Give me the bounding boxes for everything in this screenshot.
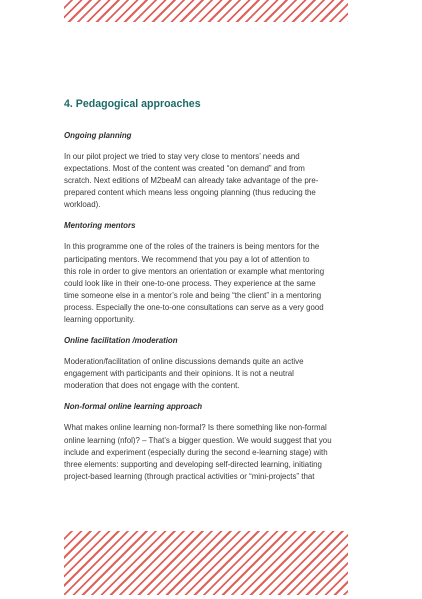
decorative-stripes-bottom (64, 531, 348, 595)
text-line: project-based learning (through practical activities or “mini-projects” that (64, 471, 315, 481)
text-line: What makes online learning non-formal? Is there something like non-formal (64, 423, 327, 433)
section-online-facilitation (64, 335, 348, 392)
text-line: In our pilot project we tried to stay very close to mentors’ needs and (64, 152, 300, 161)
text-line: engagement with participants and their opinions. It is not a neutral (64, 369, 294, 379)
paragraph-mentoring-mentors (64, 241, 348, 326)
text-line: moderation that does not engage with the content. (64, 381, 240, 391)
section-title: 4. Pedagogical approaches (64, 98, 201, 110)
text-line: time someone else in a mentor’s role and being “the client” in a mentoring (64, 290, 322, 300)
decorative-stripes-top (64, 0, 348, 22)
text-line: scratch. Next editions of M2beaM can already take advantage of the pre- (64, 176, 319, 186)
section-ongoing-planning (64, 130, 348, 211)
text-line: workload). (64, 200, 101, 210)
paragraph-non-formal-learning (64, 422, 348, 482)
section-mentoring-mentors (64, 220, 348, 326)
document-content (64, 96, 348, 492)
text-line: In this programme one of the roles of the trainers is being mentors for the (64, 242, 320, 252)
text-line: learning opportunity. (64, 315, 135, 325)
text-line: three elements: supporting and developing self-directed learning, initiating (64, 459, 322, 469)
subheading-online-facilitation: Online facilitation /moderation (64, 336, 178, 346)
section-non-formal-learning (64, 401, 348, 482)
paragraph-ongoing-planning (64, 151, 348, 211)
text-line: prepared content which means less ongoing planning (thus reducing the (64, 188, 316, 198)
subheading-non-formal-learning: Non-formal online learning approach (64, 402, 203, 412)
text-line: online learning (nfol)? – That’s a bigger question. We would suggest that you (64, 435, 332, 445)
subheading-mentoring-mentors: Mentoring mentors (64, 221, 136, 231)
paragraph-online-facilitation (64, 356, 348, 392)
text-line: Moderation/facilitation of online discussions demands quite an active (64, 357, 304, 367)
text-line: participating mentors. We recommend that you pay a lot of attention to (64, 254, 310, 264)
text-line: this role in order to give mentors an orientation or example what mentoring (64, 266, 325, 276)
text-line: could look like in their one-to-one process. They experience at the same (64, 278, 316, 288)
text-line: process. Especially the one-to-one consultations can serve as a very good (64, 302, 324, 312)
text-line: expectations. Most of the content was created “on demand” and from (64, 164, 305, 174)
subheading-ongoing-planning: Ongoing planning (64, 131, 132, 140)
text-line: include and experiment (especially during the second e-learning stage) with (64, 447, 328, 457)
